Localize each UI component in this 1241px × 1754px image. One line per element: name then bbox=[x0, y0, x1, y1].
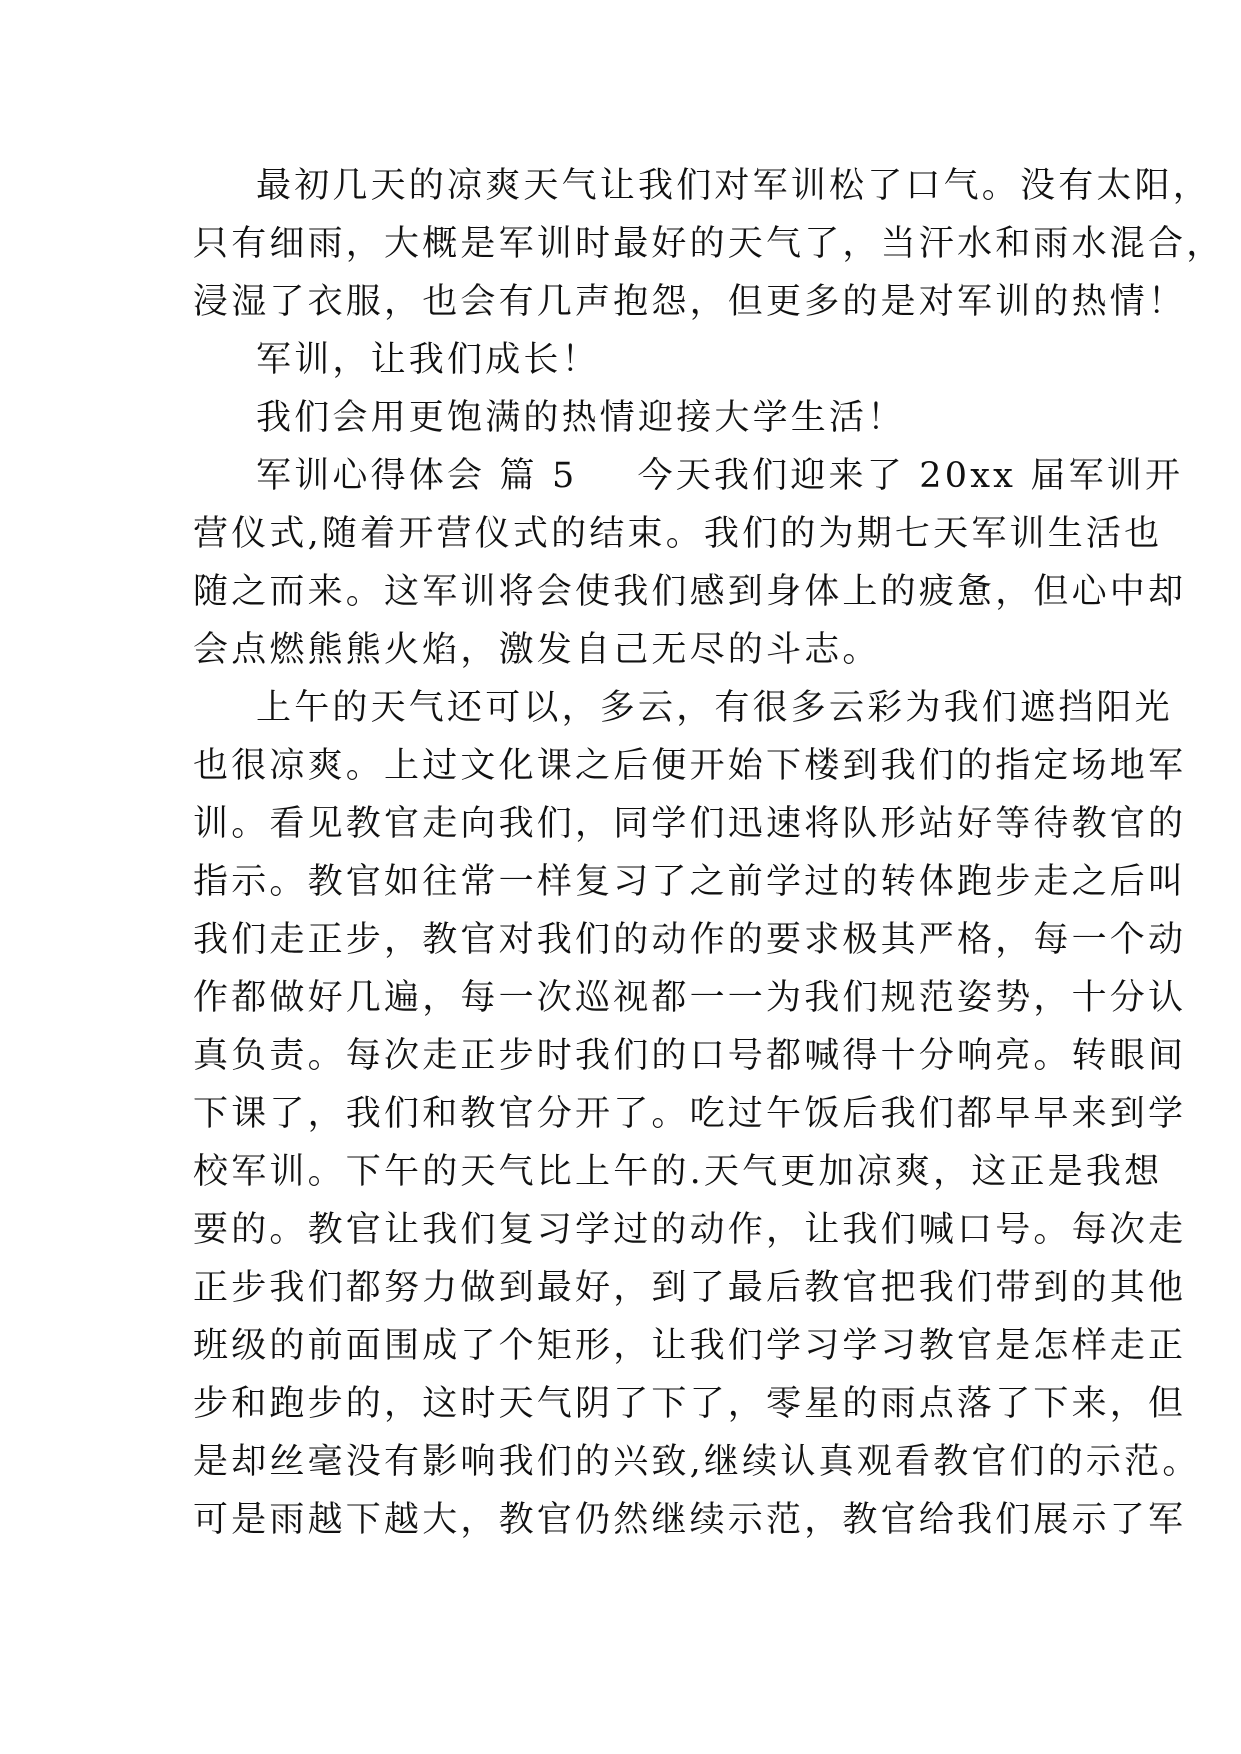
text-line: 随之而来。这军训将会使我们感到身体上的疲惫，但心中却 bbox=[193, 572, 1187, 612]
text-line: 我们走正步，教官对我们的动作的要求极其严格，每一个动 bbox=[193, 920, 1187, 960]
text-segment: 今天我们迎来了 20xx 届军训开 bbox=[637, 456, 1184, 496]
text-line: 我们会用更饱满的热情迎接大学生活！ bbox=[256, 398, 906, 438]
text-line: 作都做好几遍，每一次巡视都一一为我们规范姿势，十分认 bbox=[193, 978, 1187, 1018]
text-line: 最初几天的凉爽天气让我们对军训松了口气。没有太阳， bbox=[256, 166, 1212, 206]
text-line: 正步我们都努力做到最好，到了最后教官把我们带到的其他 bbox=[193, 1268, 1187, 1308]
section-heading: 军训心得体会 篇 5 bbox=[256, 456, 578, 496]
text-line: 军训，让我们成长！ bbox=[256, 340, 600, 380]
text-line: 要的。教官让我们复习学过的动作，让我们喊口号。每次走 bbox=[193, 1210, 1187, 1250]
text-line: 是却丝毫没有影响我们的兴致,继续认真观看教官们的示范。 bbox=[193, 1442, 1201, 1482]
text-line: 校军训。下午的天气比上午的.天气更加凉爽，这正是我想 bbox=[193, 1152, 1163, 1192]
text-line: 班级的前面围成了个矩形，让我们学习学习教官是怎样走正 bbox=[193, 1326, 1187, 1366]
text-line: 浸湿了衣服，也会有几声抱怨，但更多的是对军训的热情！ bbox=[193, 282, 1187, 322]
text-line: 营仪式,随着开营仪式的结束。我们的为期七天军训生活也 bbox=[193, 514, 1163, 554]
text-line: 上午的天气还可以，多云，有很多云彩为我们遮挡阳光 bbox=[256, 688, 1173, 728]
text-line: 真负责。每次走正步时我们的口号都喊得十分响亮。转眼间 bbox=[193, 1036, 1187, 1076]
text-line: 步和跑步的，这时天气阴了下了，零星的雨点落了下来，但 bbox=[193, 1384, 1187, 1424]
text-line: 也很凉爽。上过文化课之后便开始下楼到我们的指定场地军 bbox=[193, 746, 1187, 786]
section-heading-line bbox=[256, 447, 1241, 505]
text-line: 会点燃熊熊火焰，激发自己无尽的斗志。 bbox=[193, 630, 881, 670]
text-line: 下课了，我们和教官分开了。吃过午饭后我们都早早来到学 bbox=[193, 1094, 1187, 1134]
text-line: 指示。教官如往常一样复习了之前学过的转体跑步走之后叫 bbox=[193, 862, 1187, 902]
text-line: 只有细雨，大概是军训时最好的天气了，当汗水和雨水混合， bbox=[193, 224, 1225, 264]
text-line: 训。看见教官走向我们，同学们迅速将队形站好等待教官的 bbox=[193, 804, 1187, 844]
text-line: 可是雨越下越大，教官仍然继续示范，教官给我们展示了军 bbox=[193, 1500, 1187, 1540]
